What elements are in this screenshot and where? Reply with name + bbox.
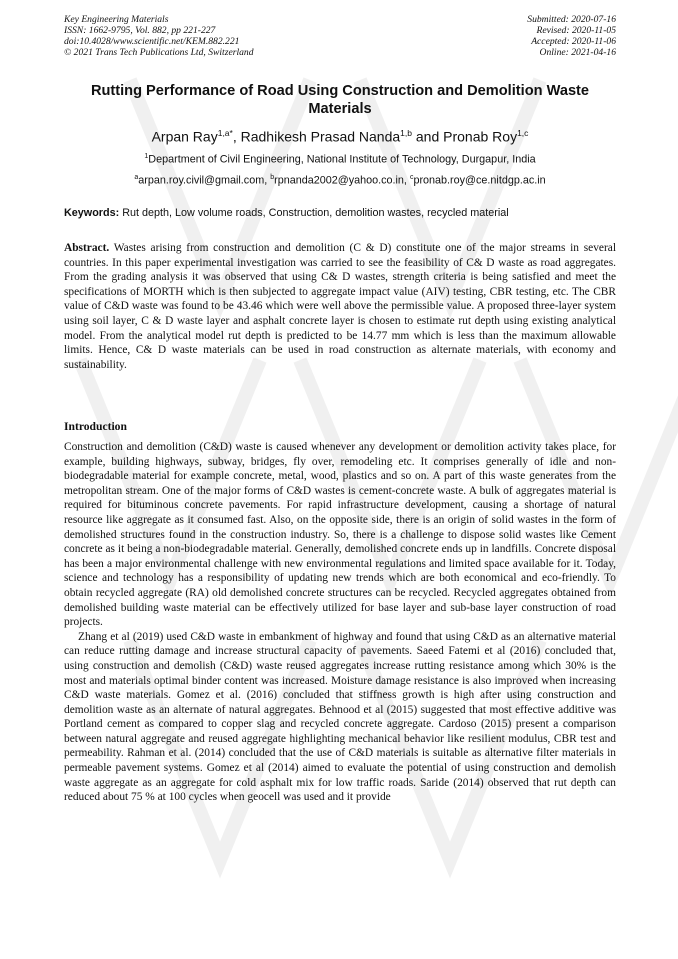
email-superscript: b	[270, 174, 275, 181]
accepted-date: Accepted: 2020-11-06	[531, 36, 616, 47]
email-superscript: c	[409, 174, 414, 181]
keywords-text: Rut depth, Low volume roads, Construction, demolition wastes, recycled material	[119, 207, 509, 219]
abstract	[64, 241, 616, 372]
affiliation	[60, 150, 620, 167]
copyright-line: © 2021 Trans Tech Publications Ltd, Switzerland	[64, 47, 254, 58]
author-list	[60, 124, 620, 146]
author-name: Arpan Ray	[151, 128, 218, 145]
section-heading-introduction: Introduction	[64, 420, 127, 433]
author-emails	[60, 171, 620, 188]
introduction-body	[64, 440, 616, 805]
doi-line: doi:10.4028/www.scientific.net/KEM.882.221	[64, 36, 240, 47]
online-date: Online: 2021-04-16	[539, 47, 616, 58]
email-superscript: a	[134, 174, 139, 181]
journal-header	[64, 14, 616, 58]
author-name: Pronab Roy	[443, 128, 518, 145]
affiliation-superscript: 1	[144, 153, 149, 160]
keywords	[64, 206, 616, 220]
abstract-label: Abstract.	[64, 242, 110, 254]
header-right	[527, 14, 616, 58]
author-superscript: 1,a*	[217, 128, 233, 138]
author-name: Radhikesh Prasad Nanda	[240, 128, 401, 145]
author-separator: and	[412, 128, 444, 145]
abstract-text: Wastes arising from construction and demolition (C & D) constitute one of the major streams in several countries. In this paper experimental investigation was carried to see the feasibility of C& D waste as road aggregates. From the grading analysis it was observed that using C& D wastes, strength criteria is being satisfied and meet the specifications of MORTH which is then subjected to aggregate impact value (AIV) testing, CBR testing, etc. The CBR value of C&D waste was found to be 43.46 which were well above the permissible value. A proposed three-layer system using soil layer, C & D waste layer and asphalt concrete layer is chosen to estimate rut depth using existing analytical model. From the analytical model rut depth is predicted to be 14.77 mm which is less than the maximum allowable limits. Hence, C& D waste materials can be used in road construction as alternate materials, with economy and sustainability.	[64, 242, 616, 371]
email-address: pronab.roy@ce.nitdgp.ac.in	[413, 174, 546, 187]
author-separator: ,	[232, 128, 241, 145]
author-superscript: 1,b	[400, 128, 412, 138]
paragraph: Zhang et al (2019) used C&D waste in embankment of highway and found that using C&D as an alternative material can reduce rutting damage and increase structural capacity of pavements. Saeed Fatemi et al (2016) concluded that, using construction and demolish (C&D) waste reused aggregates increase rutting resistance among which 30% is the most and materials optimal binder content was increased. Moisture damage resistance is also improved when increasing C&D waste materials. Gomez et al. (2016) concluded that stiffness growth is high after using construction and demolition waste as an alternate of natural aggregates. Behnood et al (2015) suggested that most effective additive was Portland cement as compared to copper slag and recycled concrete aggregate. Cardoso (2015) present a comparison between natural aggregate and reused aggregate highlighting mechanical behavior like resilient modulus, CBR test and permeability. Rahman et al. (2014) concluded that the use of C&D materials is suitable as alternative filter materials in permeable pavement systems. Gomez et al (2014) aimed to evaluate the potential of using construction and demolish waste aggregate as an aggregate for cold asphalt mix for low traffic roads. Saride (2014) observed that rut depth can reduced about 75 % at 100 cycles when geocell was used and it provide	[64, 630, 616, 804]
keywords-label: Keywords:	[64, 207, 120, 219]
paragraph: Construction and demolition (C&D) waste is caused whenever any development or demolition activity takes place, for example, building highways, subway, bridges, fly over, remodeling etc. It comprises generally of idle and non-biodegradable material for example concrete, metal, wood, plastics and so on. A part of this waste generates from the metropolitan stream. One of the major forms of C&D wastes is cement-concrete waste. A bulk of aggregates material is required for bituminous concrete pavements. For rapid infrastructure development, causing a shortage of natural resource like aggregate as it consumed fast. Also, on the opposite side, there is an origin of solid wastes in the form of demolished structures found in the construction industry. So, there is a challenge to dispose solid wastes like Cement concrete as it being a non-biodegradable material. Generally, demolished concrete ends up in landfills. Concrete disposal has been a major environmental challenge with new environmental regulations and limited space available for it. Today, science and technology has a responsibility of updating new trends which are both economical and eco-friendly. To obtain recycled aggregate (RA) old demolished concrete structures can be recycled. Recycled aggregates obtained from demolished building waste material can be effectively utilized for base layer and sub-base layer construction of road projects.	[64, 441, 616, 629]
revised-date: Revised: 2020-11-05	[536, 25, 616, 36]
email-address: arpan.roy.civil@gmail.com,	[138, 174, 271, 187]
submitted-date: Submitted: 2020-07-16	[527, 14, 616, 25]
journal-name: Key Engineering Materials	[64, 14, 169, 25]
paper-title: Rutting Performance of Road Using Construction and Demolition Waste Materials	[90, 83, 590, 117]
author-superscript: 1,c	[517, 128, 529, 138]
issn-line: ISSN: 1662-9795, Vol. 882, pp 221-227	[64, 25, 216, 36]
email-address: rpnanda2002@yahoo.co.in,	[274, 174, 410, 187]
header-left	[64, 14, 254, 58]
affiliation-text: Department of Civil Engineering, National Institute of Technology, Durgapur, India	[148, 153, 536, 166]
